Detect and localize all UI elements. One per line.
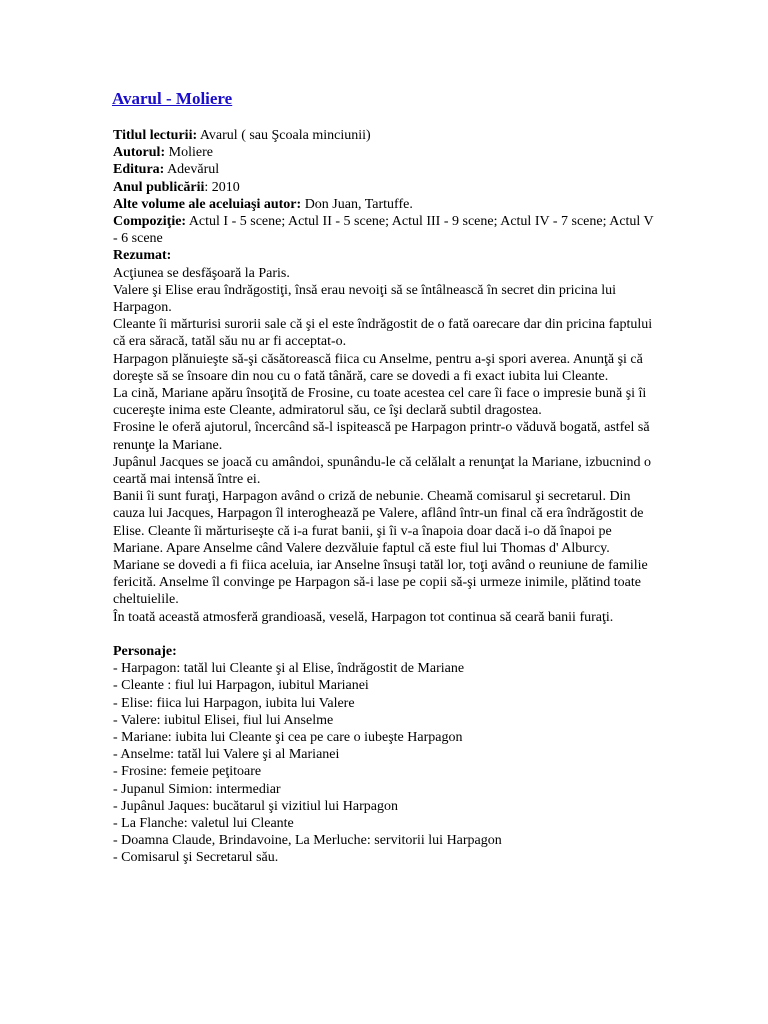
- field-anul: [113, 179, 658, 196]
- personaj-item: - Valere: iubitul Elisei, fiul lui Anselme: [113, 712, 334, 728]
- personaj-item: - Anselme: tatăl lui Valere şi al Marianei: [113, 747, 340, 763]
- rezumat-heading: [113, 247, 658, 264]
- rezumat-paragraph: Harpagon plănuieşte să-şi căsătorească fiica cu Anselme, pentru a-şi spori averea. Anunţă şi că doreşte să se însoare din nou cu o fată tânără, care se dovedi a fi exact iubita lui Cleante.: [113, 351, 643, 384]
- field-label: Titlul lecturii:: [113, 128, 198, 143]
- rezumat-paragraph: Valere şi Elise erau îndrăgostiţi, însă erau nevoiţi să se întâlnească în secret din pricina lui Harpagon.: [113, 282, 617, 316]
- rezumat-paragraph: Banii îi sunt furaţi, Harpagon având o criză de nebunie. Cheamă comisarul şi secretarul. Din cauza lui Jacques, Harpagon îl interoghează pe Valere, aflând într-un final că era îndrăgostit de Elise. Cleante îi mărturiseşte că i-a furat banii, şi îi v-a înapoia doar dacă i-o dă înapoi pe Mariane. Apare Anselme când Valere dezvăluie faptul că este fiul lui Thomas d' Alburcy. Mariane se dovedi a fi fiica aceluia, iar Anselne însuşi tatăl lor, toţi având o reuniune de familie fericită. Anselme îl convinge pe Harpagon să-i lase pe copii să-şi urmeze inimile, plătind toate cheltuielile.: [113, 489, 648, 608]
- field-editura: [113, 161, 658, 178]
- field-value: Moliere: [165, 145, 213, 161]
- rezumat-paragraph: La cină, Mariane apăru însoţită de Frosine, cu toate acestea cel care îi face o impresie bună şi îi cucereşte inima este Cleante, admiratorul său, ce îşi declară subtil dragostea.: [113, 386, 647, 419]
- rezumat-paragraph: Frosine le oferă ajutorul, încercând să-l ispitească pe Harpagon printr-o văduvă bogată, astfel să renunţe la Mariane.: [113, 420, 650, 453]
- rezumat-paragraph: Acţiunea se desfăşoară la Paris.: [113, 265, 290, 281]
- rezumat-paragraph: În toată această atmosferă grandioasă, veselă, Harpagon tot continua să ceară banii furaţi.: [113, 609, 614, 625]
- field-label: Anul publicării: [113, 179, 205, 195]
- field-value: : 2010: [204, 179, 240, 195]
- field-label: Autorul:: [113, 145, 166, 161]
- personaj-item: - Harpagon: tatăl lui Cleante şi al Elise, îndrăgostit de Mariane: [113, 661, 465, 677]
- personaj-item: - Mariane: iubita lui Cleante şi cea pe care o iubeşte Harpagon: [113, 729, 463, 745]
- personaj-item: - Cleante : fiul lui Harpagon, iubitul Marianei: [113, 678, 369, 694]
- field-titlu: [113, 127, 658, 144]
- document-content: [113, 127, 658, 867]
- personaj-item: - Elise: fiica lui Harpagon, iubita lui Valere: [113, 695, 355, 711]
- personaj-item: - Comisarul şi Secretarul său.: [113, 850, 279, 866]
- field-autor: [113, 144, 658, 161]
- section-spacer: [113, 626, 658, 643]
- field-value: Adevărul: [164, 162, 220, 178]
- field-label: Editura:: [113, 162, 165, 178]
- field-value: Don Juan, Tartuffe.: [301, 196, 413, 212]
- field-label: Alte volume ale aceluiaşi autor:: [113, 196, 302, 212]
- field-value: Avarul ( sau Şcoala minciunii): [197, 128, 371, 143]
- rezumat-paragraph: Cleante îi mărturisi surorii sale că şi el este îndrăgostit de o fată oarecare dar din pricina faptului că era săracă, tatăl său nu ar fi acceptat-o.: [113, 317, 653, 350]
- field-compozitie: [113, 213, 658, 247]
- field-value: Actul I - 5 scene; Actul II - 5 scene; Actul III - 9 scene; Actul IV - 7 scene; Actul V - 6 scene: [113, 214, 654, 247]
- personaj-item: - Doamna Claude, Brindavoine, La Merluche: servitorii lui Harpagon: [113, 833, 502, 849]
- field-label: Compoziţie:: [113, 214, 187, 230]
- personaj-item: - Jupânul Jaques: bucătarul şi vizitiul lui Harpagon: [113, 798, 398, 814]
- field-alte-volume: [113, 196, 658, 213]
- personaje-heading-text: Personaje:: [113, 643, 177, 659]
- personaj-item: - Frosine: femeie peţitoare: [113, 764, 262, 780]
- personaje-heading: [113, 643, 658, 660]
- rezumat-paragraph: Jupânul Jacques se joacă cu amândoi, spunându-le că celălalt a renunţat la Mariane, izbucnind o ceartă mai intensă între ei.: [113, 454, 652, 488]
- personaj-item: - La Flanche: valetul lui Cleante: [113, 815, 294, 831]
- personaj-item: - Jupanul Simion: intermediar: [113, 781, 281, 797]
- document-title-link[interactable]: Avarul - Moliere: [112, 89, 233, 108]
- rezumat-heading-text: Rezumat:: [113, 248, 172, 264]
